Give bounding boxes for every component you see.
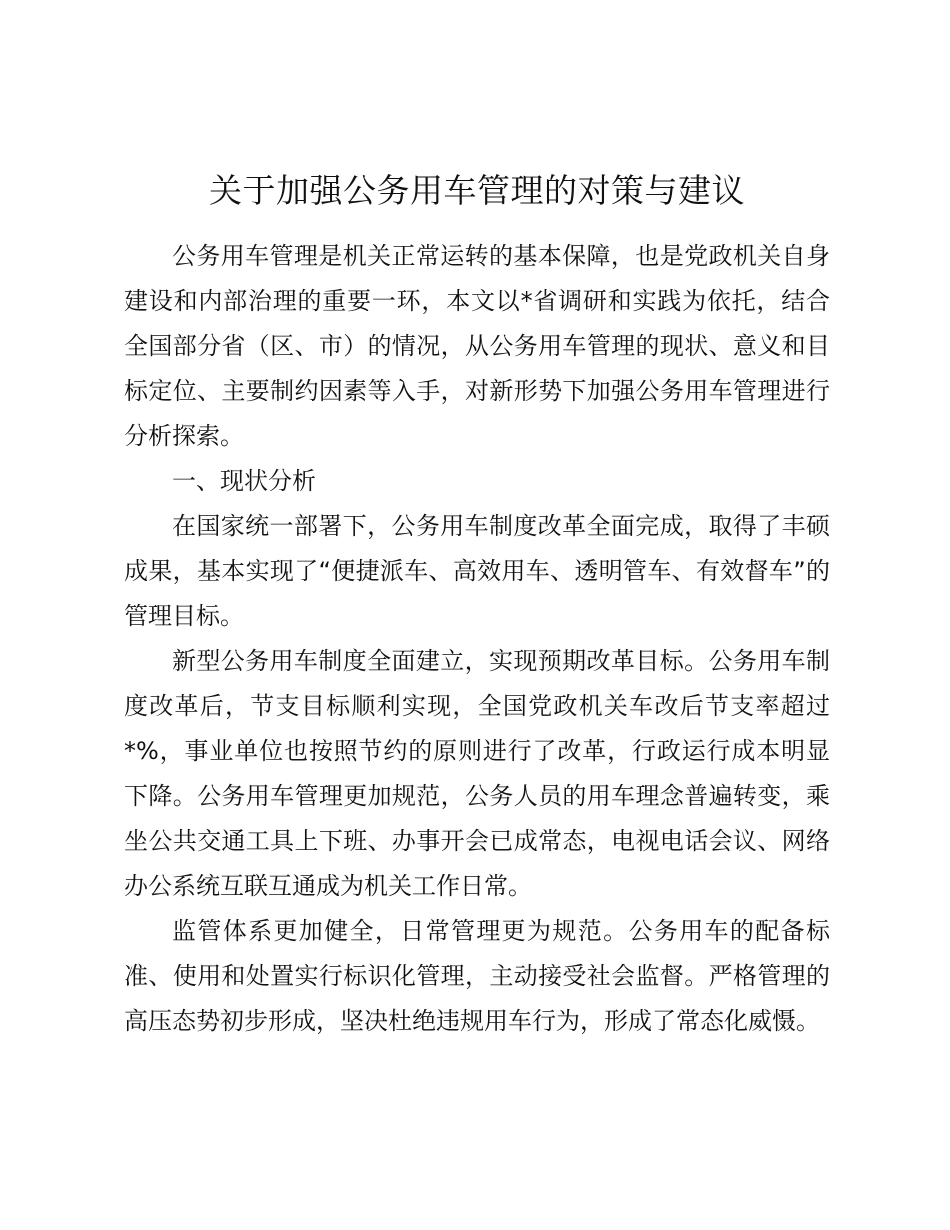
paragraph-intro: 公务用车管理是机关正常运转的基本保障，也是党政机关自身建设和内部治理的重要一环，本文以*省调研和实践为依托，结合全国部分省（区、市）的情况，从公务用车管理的现状、意义和目标定位、主要制约因素等入手，对新形势下加强公务用车管理进行分析探索。 xyxy=(124,242,830,450)
paragraph-supervision: 监管体系更加健全，日常管理更为规范。公务用车的配备标准、使用和处置实行标识化管理，主动接受社会监督。严格管理的高压态势初步形成，坚决杜绝违规用车行为，形成了常态化威慑。 xyxy=(124,917,830,1035)
section-heading-status-analysis: 一、现状分析 xyxy=(172,467,316,495)
paragraph-reform-results: 在国家统一部署下，公务用车制度改革全面完成，取得了丰硕成果，基本实现了“便捷派车、高效用车、透明管车、有效督车”的管理目标。 xyxy=(124,512,830,630)
document-title: 关于加强公务用车管理的对策与建议 xyxy=(209,171,745,210)
document-body xyxy=(124,234,830,1044)
paragraph-new-system: 新型公务用车制度全面建立，实现预期改革目标。公务用车制度改革后，节支目标顺利实现，全国党政机关车改后节支率超过*%，事业单位也按照节约的原则进行了改革，行政运行成本明显下降。公务用车管理更加规范，公务人员的用车理念普遍转变，乘坐公共交通工具上下班、办事开会已成常态，电视电话会议、网络办公系统互联互通成为机关工作日常。 xyxy=(124,647,830,900)
document-page xyxy=(124,168,830,1044)
